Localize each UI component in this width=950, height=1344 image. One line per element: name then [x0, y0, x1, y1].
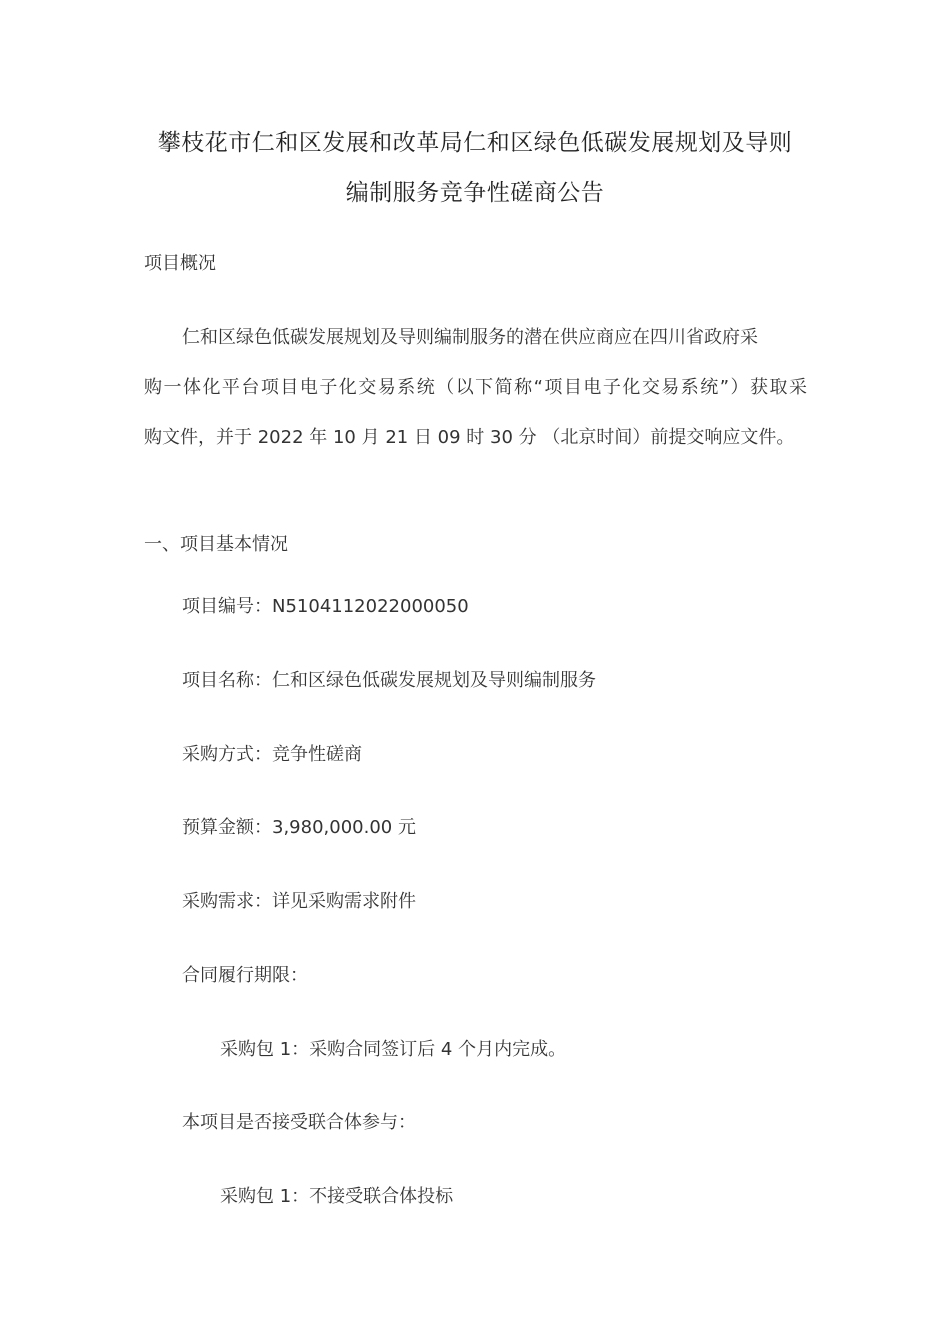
consortium-package-1: 采购包 1：不接受联合体投标 — [220, 1186, 454, 1207]
overview-paragraph-line-2: 购一体化平台项目电子化交易系统（以下简称“项目电子化交易系统”）获取采 — [144, 377, 807, 398]
consortium-label: 本项目是否接受联合体参与： — [182, 1112, 416, 1133]
procurement-requirement: 采购需求：详见采购需求附件 — [182, 891, 416, 912]
overview-heading: 项目概况 — [144, 253, 216, 274]
budget-amount: 预算金额：3,980,000.00 元 — [182, 817, 416, 838]
document-title-line-2: 编制服务竞争性磋商公告 — [345, 180, 605, 206]
procurement-method: 采购方式：竞争性磋商 — [182, 744, 362, 765]
contract-period-label: 合同履行期限： — [182, 965, 308, 986]
section-1-heading: 一、项目基本情况 — [144, 534, 288, 555]
project-number: 项目编号：N5104112022000050 — [182, 596, 469, 617]
document-title-line-1: 攀枝花市仁和区发展和改革局仁和区绿色低碳发展规划及导则 — [157, 130, 793, 156]
overview-paragraph-line-1: 仁和区绿色低碳发展规划及导则编制服务的潜在供应商应在四川省政府采 — [182, 327, 758, 348]
contract-period-package-1: 采购包 1：采购合同签订后 4 个月内完成。 — [220, 1039, 567, 1060]
project-name: 项目名称：仁和区绿色低碳发展规划及导则编制服务 — [182, 670, 596, 691]
overview-paragraph-line-3: 购文件，并于 2022 年 10 月 21 日 09 时 30 分 （北京时间）前提交响应文件。 — [144, 427, 795, 448]
